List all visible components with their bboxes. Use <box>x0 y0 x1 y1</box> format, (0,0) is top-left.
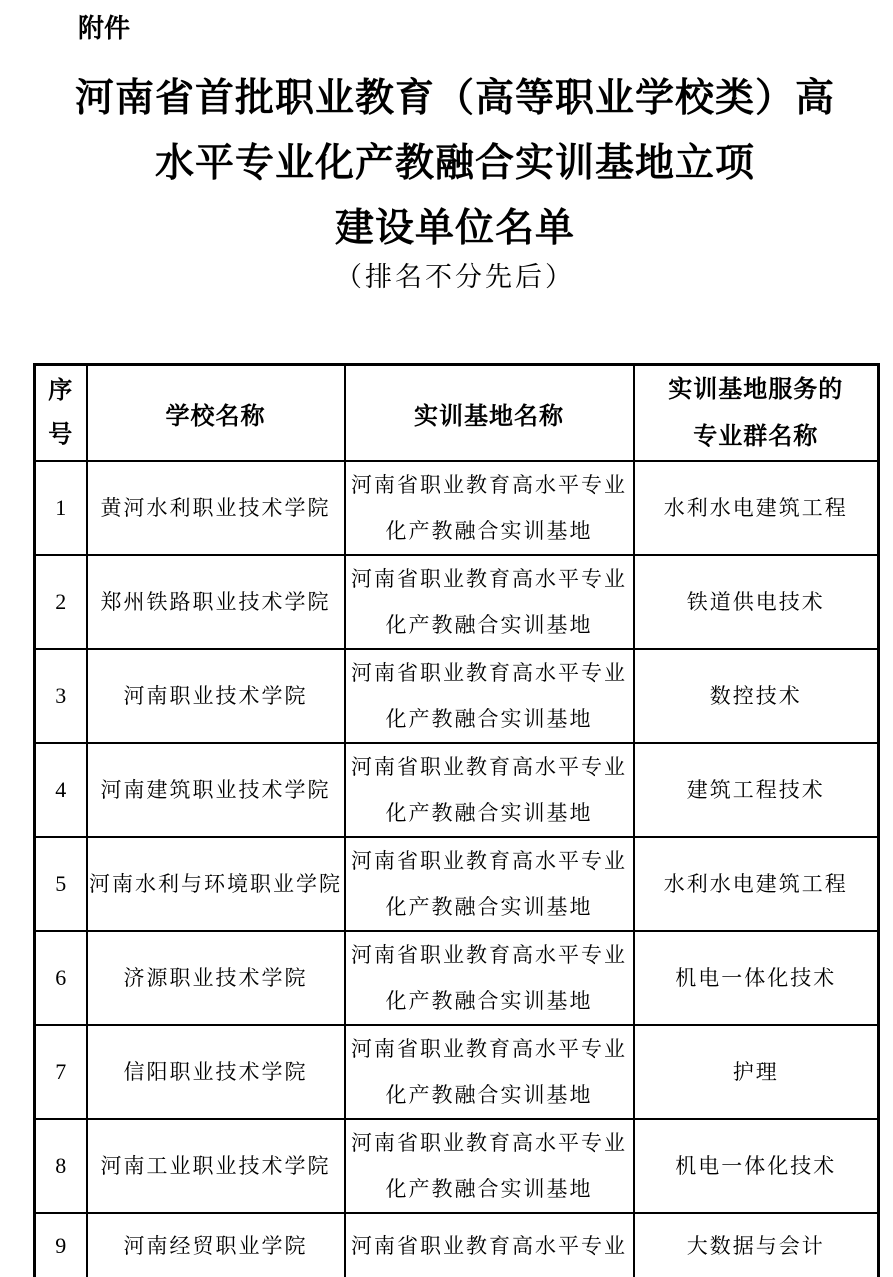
header-index-line-1: 序 <box>48 377 74 404</box>
title-line-1: 河南省首批职业教育（高等职业学校类）高 <box>74 77 835 120</box>
units-table <box>33 363 880 1277</box>
base-name <box>345 837 634 931</box>
school-name: 郑州铁路职业技术学院 <box>87 555 345 649</box>
row-index: 4 <box>35 743 87 837</box>
row-index: 3 <box>35 649 87 743</box>
table-row <box>35 1213 879 1277</box>
base-name-line-1: 河南省职业教育高水平专业 <box>351 661 627 685</box>
base-name-line-2: 化产教融合实训基地 <box>385 1083 593 1107</box>
title-line-2: 水平专业化产教融合实训基地立项 <box>154 142 755 185</box>
table-row <box>35 837 879 931</box>
base-name-line-1: 河南省职业教育高水平专业 <box>351 1234 627 1259</box>
school-name: 济源职业技术学院 <box>87 931 345 1025</box>
table-row <box>35 743 879 837</box>
group-name: 水利水电建筑工程 <box>634 461 879 555</box>
base-name-line-1: 河南省职业教育高水平专业 <box>351 943 627 967</box>
school-name: 黄河水利职业技术学院 <box>87 461 345 555</box>
base-name-line-1: 河南省职业教育高水平专业 <box>351 849 627 873</box>
base-name-line-1: 河南省职业教育高水平专业 <box>351 473 627 497</box>
group-name: 铁道供电技术 <box>634 555 879 649</box>
base-name-line-1: 河南省职业教育高水平专业 <box>351 755 627 779</box>
base-name-line-1: 河南省职业教育高水平专业 <box>351 1037 627 1061</box>
base-name-line-2: 化产教融合实训基地 <box>385 519 593 543</box>
group-name: 建筑工程技术 <box>634 743 879 837</box>
group-name: 机电一体化技术 <box>634 1119 879 1213</box>
base-name-line-2: 化产教融合实训基地 <box>385 707 593 731</box>
base-name <box>345 931 634 1025</box>
header-index-line-2: 号 <box>48 421 74 448</box>
document-title <box>33 66 877 261</box>
group-name: 水利水电建筑工程 <box>634 837 879 931</box>
header-index <box>35 365 87 462</box>
header-school: 学校名称 <box>87 365 345 462</box>
group-name: 机电一体化技术 <box>634 931 879 1025</box>
title-line-3: 建设单位名单 <box>334 207 575 250</box>
row-index: 9 <box>35 1213 87 1277</box>
base-name-line-2: 化产教融合实训基地 <box>385 801 593 825</box>
group-name: 数控技术 <box>634 649 879 743</box>
base-name <box>345 461 634 555</box>
header-group-line-1: 实训基地服务的 <box>668 376 844 403</box>
base-name <box>345 743 634 837</box>
document-subtitle: （排名不分先后） <box>335 262 575 292</box>
header-group-line-2: 专业群名称 <box>693 423 819 450</box>
school-name: 河南职业技术学院 <box>87 649 345 743</box>
base-name <box>345 1119 634 1213</box>
base-name-line-2: 化产教融合实训基地 <box>385 895 593 919</box>
school-name: 河南水利与环境职业学院 <box>87 837 345 931</box>
school-name: 河南建筑职业技术学院 <box>87 743 345 837</box>
header-group <box>634 365 879 462</box>
row-index: 7 <box>35 1025 87 1119</box>
base-name <box>345 1025 634 1119</box>
school-name: 河南工业职业技术学院 <box>87 1119 345 1213</box>
table-row <box>35 1119 879 1213</box>
base-name <box>345 649 634 743</box>
base-name-line-1: 河南省职业教育高水平专业 <box>351 1131 627 1155</box>
group-name: 护理 <box>634 1025 879 1119</box>
base-name-line-1: 河南省职业教育高水平专业 <box>351 567 627 591</box>
school-name: 信阳职业技术学院 <box>87 1025 345 1119</box>
header-base: 实训基地名称 <box>345 365 634 462</box>
row-index: 5 <box>35 837 87 931</box>
table-row <box>35 555 879 649</box>
table-row <box>35 649 879 743</box>
base-name-line-2: 化产教融合实训基地 <box>385 989 593 1013</box>
base-name <box>345 555 634 649</box>
table-row <box>35 1025 879 1119</box>
row-index: 2 <box>35 555 87 649</box>
school-name: 河南经贸职业学院 <box>87 1213 345 1277</box>
table-row <box>35 931 879 1025</box>
row-index: 8 <box>35 1119 87 1213</box>
attachment-label: 附件 <box>78 13 131 43</box>
group-name: 大数据与会计 <box>634 1213 879 1277</box>
row-index: 6 <box>35 931 87 1025</box>
table-row <box>35 461 879 555</box>
base-name-line-2: 化产教融合实训基地 <box>385 613 593 637</box>
table-header-row <box>35 365 879 462</box>
base-name <box>345 1213 634 1277</box>
row-index: 1 <box>35 461 87 555</box>
base-name-line-2: 化产教融合实训基地 <box>385 1177 593 1201</box>
